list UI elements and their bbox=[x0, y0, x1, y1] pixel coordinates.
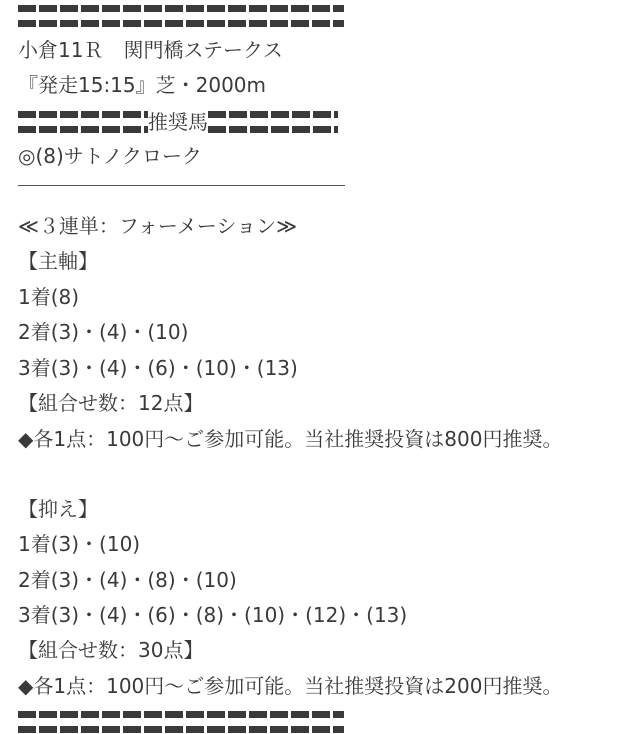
backup-combination-count: 【組合せ数：30点】 bbox=[18, 638, 204, 662]
backup-second-place: 2着(3)・(4)・(8)・(10) bbox=[18, 568, 237, 592]
backup-first-place: 1着(3)・(10) bbox=[18, 532, 141, 556]
race-start-info: 『発走15:15』芝・2000m bbox=[18, 73, 267, 97]
top-separator-bar bbox=[18, 0, 344, 28]
main-third-place: 3着(3)・(4)・(6)・(10)・(13) bbox=[18, 356, 298, 380]
backup-label: 【抑え】 bbox=[18, 497, 98, 521]
main-investment-note: ◆各1点：100円～ご参加可能。当社推奨投資は800円推奨。 bbox=[18, 427, 563, 451]
race-title: 小倉11Ｒ 関門橋ステークス bbox=[18, 38, 283, 62]
recommend-heading-row bbox=[18, 106, 338, 134]
main-second-place: 2着(3)・(4)・(10) bbox=[18, 320, 189, 344]
backup-third-place: 3着(3)・(4)・(6)・(8)・(10)・(12)・(13) bbox=[18, 603, 408, 627]
backup-investment-note: ◆各1点：100円～ご参加可能。当社推奨投資は200円推奨。 bbox=[18, 674, 563, 698]
main-first-place: 1着(8) bbox=[18, 285, 80, 309]
double-bar-decoration-right bbox=[208, 111, 338, 133]
formation-heading: ≪３連単：フォーメーション≫ bbox=[18, 214, 298, 238]
double-bar-decoration-left bbox=[18, 111, 148, 133]
double-bar-decoration bbox=[18, 711, 344, 733]
main-axis-label: 【主軸】 bbox=[18, 249, 98, 273]
main-combination-count: 【組合せ数：12点】 bbox=[18, 391, 204, 415]
bottom-separator-bar bbox=[18, 706, 344, 734]
double-bar-decoration bbox=[18, 5, 344, 27]
horizontal-divider bbox=[18, 185, 345, 186]
recommend-heading: 推奨馬 bbox=[148, 109, 208, 134]
recommended-horse: ◎(8)サトノクローク bbox=[18, 144, 202, 168]
